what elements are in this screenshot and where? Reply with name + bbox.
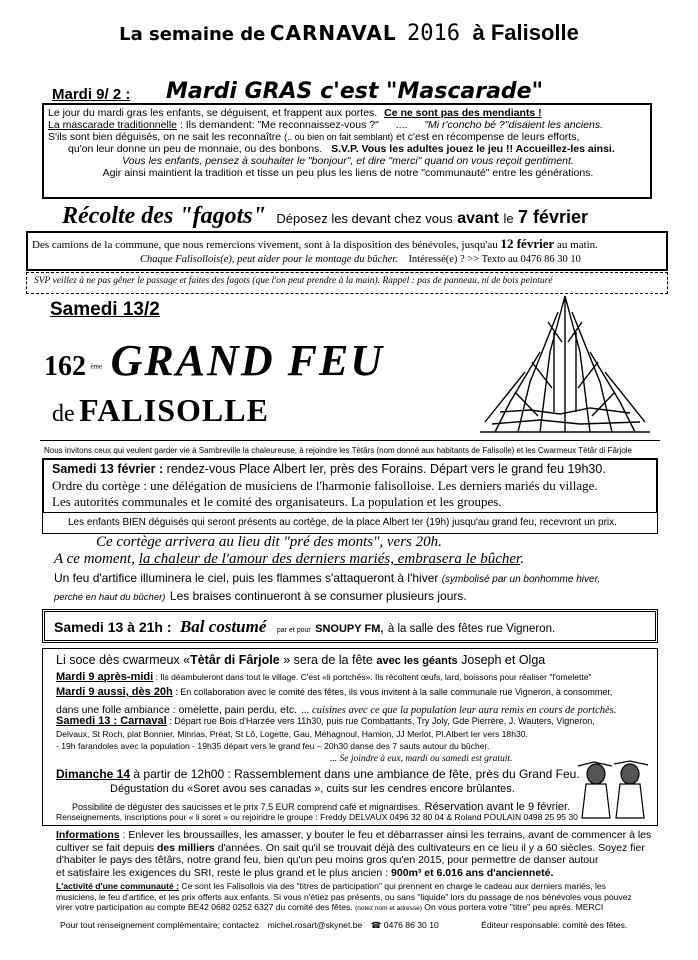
mg-line-13: Agir ainsi maintient la tradition et tisse un peu plus les liens de notre "communauté" entre les générations. [102,167,594,179]
mg-line-8: (.. ou bien on fait semblant) [284,132,394,142]
grand-feu-samedi [52,462,606,476]
mg-line-10: qu'on leur donne un peu de monnaie, ou des bonbons. [68,143,323,155]
activite-text3c: On vous portera votre "titre" peu après. MERCI [424,902,604,912]
mg-line-6: "Mi r'concho bé ?"disaient les anciens. [424,119,604,131]
grand-feu-title [44,335,384,386]
mg-line-7: S'ils sont bien déguisés, on ne sait les reconnaître [48,131,282,143]
tetar-d14-line3-a: Possibilité de déguster des saucisses et le prix 7,5 EUR comprend café et mignardises. [72,802,421,812]
grand-feu-moment-c: . [520,551,524,567]
grand-feu-moment-b: la chaleur de l'amour des derniers mariés, embrasera le bûcher [138,551,521,567]
grand-feu-prix: Les enfants BIEN déguisés qui seront présents au cortège, de la place Albert Ier (19h) jusqu'au grand feu, recevront un prix. [68,517,617,528]
activite-label: L'activité d'une communauté : [56,881,179,891]
tetar-intro-c: » sera de la fête [283,653,373,667]
tetar-m9 [56,671,591,683]
footer-email[interactable]: michel.rosart@skynet.be [267,920,363,930]
fagots-line1-date: 12 février [500,236,555,251]
grand-feu-moment-a: A ce moment, [54,551,135,567]
fagots-line1 [32,236,598,252]
bal-line [54,617,555,637]
tetar-m9b-label: Mardi 9 aussi, dès 20h [56,686,173,698]
fagots-svp [34,276,553,286]
grand-feu-number: 162 [44,351,86,382]
tetar-freddy: Freddy DELVAUX 0496 32 80 04 & Roland POULAIN 0498 25 95 30 [320,812,578,822]
header-location: à Falisolle [472,20,579,45]
fagots-line2-contact: Intéressé(e) ? >> Texto au 0476 86 30 10 [408,254,581,265]
tetar-s13 [56,715,595,727]
grand-feu-artifice [54,571,600,585]
fagots-line1-end: au matin. [557,239,598,251]
tetar-m9b-line2-a: dans une folle ambiance : omelette, pain perdu, etc. [56,704,298,716]
activite-text2: musiciens, le feu d'artifice, et les prix offerts aux enfants. Si vous n'étiez pas présents, ou sans "liquide" lors du passage de nos bénévoles vous pouvez [56,891,632,902]
activite-block [56,881,696,915]
fagots-title: Récolte des "fagots" [62,203,266,229]
grand-feu-artifice-small: (symbolisé par un bonhomme hiver, [441,574,601,585]
tetar-renseignements [56,812,578,822]
footer-phone: 0476 86 30 10 [383,920,439,930]
bal-date: Samedi 13 à 21h : [54,619,172,635]
bal-title: Bal costumé [179,617,267,636]
informations-text4b: 900m³ et 6.016 ans d'ancienneté. [391,866,554,879]
tetar-m9b-line2-b: ... cuisines avec ce que la population leur aura remis en cours de portchès. [301,705,617,716]
tetar-intro-d: avec les géants [376,655,458,667]
tetar-d14-label: Dimanche 14 [56,767,131,781]
mardi-gras-text [48,107,648,179]
bonfire-illustration [470,292,660,440]
mg-line-3: La mascarade traditionnelle [48,119,177,131]
giants-icon [578,761,648,818]
grand-feu-samedi-text: rendez-vous Place Albert Ier, près des Forains. Départ vers le grand feu 19h30. [166,462,606,476]
tetar-intro-e: Joseph et Olga [461,653,546,667]
informations-block [56,829,696,879]
page-header [0,20,698,46]
bal-lieu: à la salle des fêtes rue Vigneron. [387,623,556,635]
mardi-gras-date: Mardi 9/ 2 : [52,86,131,103]
header-pre: La semaine de [119,24,266,45]
grand-feu-falisolle: FALISOLLE [79,392,269,428]
mg-line-4: : Ils demandent: "Me reconnaissez-vous ?" [179,119,379,131]
tetar-m9-text: : Ils déambuleront dans tout le village. C'est «li portchès». Ils récoltent œufs, lard, boissons pour réaliser "l'omelette" [155,672,592,682]
grand-feu-title-text: GRAND FEU [110,336,385,385]
tetar-intro [56,653,545,667]
tetar-m9b [56,686,612,698]
grand-feu-de-falisolle [52,392,269,429]
tetar-d14-line3-b: Réservation avant le 9 février. [424,801,571,813]
grand-feu-de: de [52,401,75,427]
tetar-d14-text: à partir de 12h00 : Rassemblement dans une ambiance de fête, près du Grand Feu. [133,767,580,781]
footer-left: Pour tout renseignement complémentaire; contactez [60,920,260,930]
header-carnaval: CARNAVAL [269,21,397,45]
grand-feu-moment [54,551,524,568]
fagots-date: 7 février [518,207,589,227]
informations-text2a: cultiver se fait depuis [56,841,155,854]
tetar-s13-line3: - 19h farandoles avec la population - 19h35 départ vers le grand feu – 20h30 danse des 7 sauts autour du bûcher. [56,741,490,751]
tetar-intro-b: Tètâr di Fârjole [190,653,280,667]
tetar-figures-illustration [574,760,654,820]
grand-feu-braises: Les braises continueront à se consumer plusieurs jours. [169,589,467,603]
bal-par: par et pour [276,627,311,634]
informations-text2c: d'années. On sait qu'il se trouvait déjà des cultivateurs en ce lieu il y a 60 siècles. Soyez fier [217,841,645,854]
mg-line-9: et c'est en récompense de leurs efforts, [396,131,580,143]
grand-feu-invite: Nous invitons ceux qui veulent garder vie à Sambreville la chaleureuse, à rejoindre les Tètârs (nom donné aux habitants de Falisolle) et les Cwarmeux Tètâr di Fârjole [44,446,633,455]
grand-feu-cortege: Ce cortège arrivera au lieu dit "pré des monts", vers 20h. [96,534,442,550]
grand-feu-braises-line [54,587,467,605]
bonfire-icon [480,296,650,432]
phone-icon: ☎ [370,920,382,930]
grand-feu-samedi-label: Samedi 13 février : [52,462,164,476]
grand-feu-rule [40,440,660,441]
fagots-le: le [503,211,514,226]
fagots-heading [62,203,588,230]
informations-text1: : Enlever les broussailles, les amasser, y bouter le feu et débarrasser ainsi les terrains, avant de commencer à les [122,829,652,841]
header-year: 2016 [407,21,461,46]
mg-line-12: Vous les enfants, pensez à souhaiter le "bonjour", et dire "merci" quand on vous reçoit gentiment. [122,155,574,167]
activite-text3b: (notez nom et adresse) [355,905,422,912]
activite-text1: Ce sont les Falisollois via des "titres de participation" qui prennent en charge le cadeau aux derniers mariés, les [181,881,606,891]
grand-feu-date: Samedi 13/2 [50,299,160,320]
mardi-gras-title: Mardi GRAS c'est "Mascarade" [166,79,544,104]
footer [60,920,627,931]
mg-line-1: Le jour du mardi gras les enfants, se déguisent, et frappent aux portes. [48,107,378,119]
tetar-m9-label: Mardi 9 après-midi [56,671,154,683]
informations-text3: d'habiter le pays des têtârs, notre grand feu, bien qu'un peu moins gros qu'en 2015, pour permettre de danser autour [56,854,599,866]
activite-text3a: virer votre participation au compte BE42 0682 0252 6327 du comité des fêtes. [56,902,353,912]
tetar-d14 [56,767,580,781]
mg-line-11: S.V.P. Vous les adultes jouez le jeu !! Accueillez-les ainsi. [331,143,615,155]
fagots-deposez: Déposez les devant chez vous [276,211,453,226]
grand-feu-autorites: Les autorités communales et le comité des organisateurs. La population et les groupes. [52,494,502,509]
tetar-s13-text: : Départ rue Bois d'Harzée vers 11h30, puis rue Combattants, Try Joly, Gde Pierrère, J. Wauters, Vigneron, [169,716,595,726]
tetar-renseignements-text: Renseignements, inscriptions pour « li soret » ou rejoindre le groupe : [56,812,318,822]
tetar-d14-line2: Dégustation du «Soret avou ses canadas », cuits sur les cendres encore brûlantes. [110,783,515,795]
mg-line-5: .... [395,119,408,131]
mg-line-2: Ce ne sont pas des mendiants ! [384,107,542,119]
bal-snoupy: SNOUPY FM, [315,623,384,635]
fagots-rappel: Rappel : pas de panneau, ni de bois peinturé [382,276,553,286]
informations-text4a: et satisfaire les exigences du SRI, reste le plus grand et le plus ancien : [56,866,389,879]
fagots-avant: avant [457,210,499,227]
grand-feu-perche: perché en haut du bûcher) [54,592,166,603]
tetar-s13-label: Samedi 13 : Carnaval [56,715,167,727]
grand-feu-ordre: Ordre du cortège : une délégation de musiciens de l'harmonie falisolloise. Les derniers mariés du village. [52,478,598,493]
grand-feu-artifice-text: Un feu d'artifice illuminera le ciel, puis les flammes s'attaqueront à l'hiver [54,571,439,585]
tetar-joindre: ... Se joindre à eux, mardi ou samedi est gratuit. [330,754,513,764]
grand-feu-sup: ème [90,362,103,371]
fagots-line2-text: Chaque Falisollois(e), peut aider pour le montage du bûcher. [140,254,398,265]
tetar-intro-a: Li soce dès cwarmeux « [56,653,191,667]
tetar-m9b-text: : En collaboration avec le comité des fêtes, ils vous invitent à la salle communale rue Vigneron, à consommer, [175,687,613,697]
footer-editeur: Éditeur responsable: comité des fêtes. [481,920,628,930]
informations-text2b: des milliers [156,841,215,854]
tetar-s13-line2: Delvaux, St Roch, plat Bonnier, Minrias, Préat, St Lô, Logette, Gau, Méhagnoul, Hamion, JJ Merlot, Pl.Albert Ier vers 18h30. [56,729,528,739]
fagots-svp-text: SVP veillez à ne pas gêner le passage et faites des fagots (que l'on peut prendre à la main). [34,276,380,286]
fagots-line2 [140,254,581,265]
fagots-line1-text: Des camions de la commune, que nous remercions vivement, sont à la disposition des bénévoles, jusqu'au [32,239,498,251]
informations-label: Informations [56,829,120,841]
